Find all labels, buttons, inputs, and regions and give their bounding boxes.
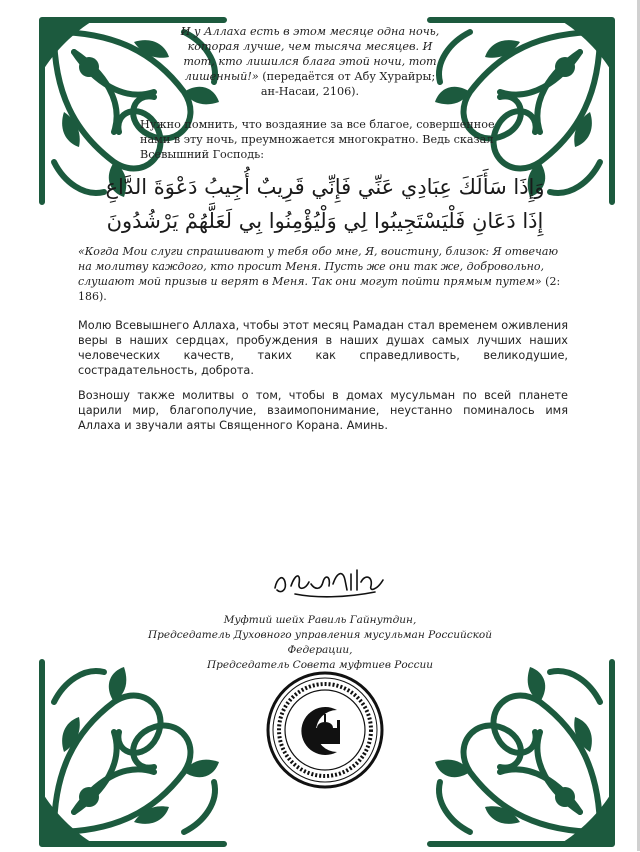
translation-reference: (2: 186). xyxy=(78,275,561,303)
hadith-italic: И у Аллаха есть в этом месяце одна ночь, которая лучше, чем тысяча месяцев. И тот, кто лишился блага этой ночи, тот лишенный!» xyxy=(180,25,440,83)
hadith-source: (передаётся от Абу Хурайры; ан-Насаи, 2106). xyxy=(258,70,436,98)
corner-ornament-bottom-left xyxy=(34,652,234,852)
author-position-1: Председатель Духовного управления мусульман Российской Федерации, xyxy=(148,629,492,656)
hadith-quote xyxy=(175,24,445,99)
verse-translation xyxy=(78,244,568,304)
arabic-verse: وَإِذَا سَأَلَكَ عِبَادِي عَنِّي فَإِنِّي قَرِيبٌ أُجِيبُ دَعْوَةَ الدَّاعِ إِذَا دَعَانِ فَلْيَسْتَجِيبُوا لِي وَلْيُؤْمِنُوا بِي لَعَلَّهُمْ يَرْشُدُونَ xyxy=(105,175,545,233)
remember-paragraph: Нужно помнить, что воздаяние за все благое, совершенное нами в эту ночь, преумножается многократно. Ведь сказал Всевышний Господь: xyxy=(140,118,495,161)
prayer-paragraph-1: Молю Всевышнего Аллаха, чтобы этот месяц Рамадан стал временем оживления веры в наших сердцах, пробуждения в наших душах самых лучших наших человеческих качеств, таких как справедливость, великодушие, сострадательность, доброта. xyxy=(78,319,568,377)
handwritten-signature xyxy=(265,560,395,600)
floral-ornament-icon xyxy=(34,652,234,852)
corner-ornament-bottom-right xyxy=(420,652,620,852)
author-block xyxy=(120,613,520,673)
translation-italic: «Когда Мои слуги спрашивают у тебя обо мне, Я, воистину, близок: Я отвечаю на молитву каждого, кто просит Меня. Пусть же они так же, добровольно, слушают мой призыв и верят в Меня. Так они могут пойти прямым путем» xyxy=(78,245,559,288)
author-name: Муфтий шейх Равиль Гайнутдин, xyxy=(223,614,417,626)
author-position-2: Председатель Совета муфтиев России xyxy=(207,659,433,671)
prayer-paragraph-2: Возношу также молитвы о том, чтобы в домах мусульман по всей планете царили мир, благополучие, взаимопонимание, неустанно поминалось имя Аллаха и звучали аяты Священного Корана. Аминь. xyxy=(78,389,568,432)
official-seal xyxy=(265,670,385,790)
floral-ornament-icon xyxy=(420,652,620,852)
